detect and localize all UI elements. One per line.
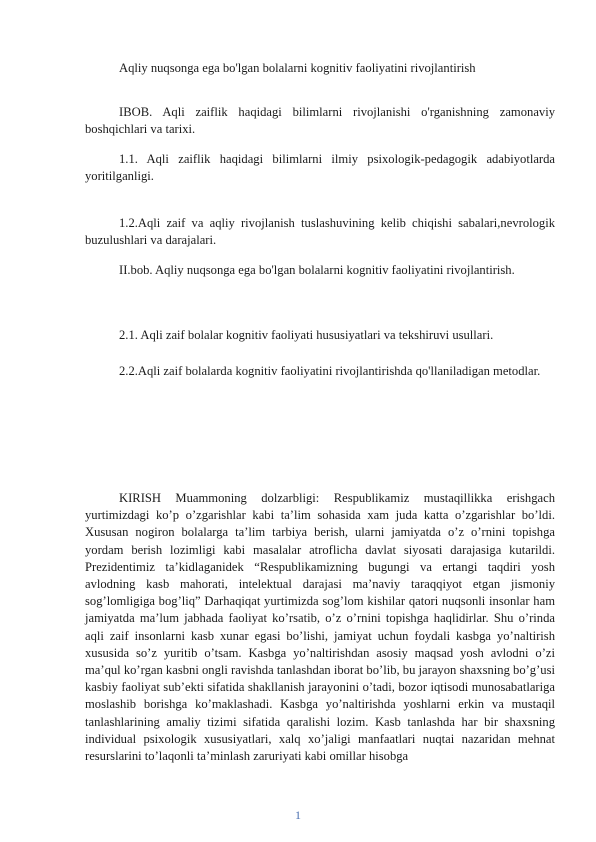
toc-section-1-2: 1.2.Aqli zaif va aqliy rivojlanish tuslashuvining kelib chiqishi sabalari,nevrologik buzulushlari va darajalari.	[85, 216, 555, 247]
document-title: Aqliy nuqsonga ega bo'lgan bolalarni kognitiv faoliyatini rivojlantirish	[119, 61, 476, 75]
toc-section-2-2: 2.2.Aqli zaif bolalarda kognitiv faoliyatini rivojlantirishda qo'llaniladigan metodlar.	[119, 364, 541, 378]
toc-chapter-2: II.bob. Aqliy nuqsonga ega bo'lgan bolalarni kognitiv faoliyatini rivojlantirish.	[119, 263, 515, 277]
toc-section-2-1: 2.1. Aqli zaif bolalar kognitiv faoliyati hususiyatlari va tekshiruvi usullari.	[119, 328, 494, 342]
toc-section-1-1: 1.1. Aqli zaiflik haqidagi bilimlarni ilmiy psixologik-pedagogik adabiyotlarda yoritilganligi.	[85, 152, 555, 183]
page-number: 1	[295, 808, 301, 822]
introduction-paragraph: KIRISH Muammoning dolzarbligi: Respublikamiz mustaqillikka erishgach yurtimizdagi ko’p o’zgarishlar kabi ta’lim sohasida xam juda katta o’zgarishlar bo’ldi. Xususan nogiron bolalarga ta’lim tarbiya berish, ularni jamiyatda o’z o’rnini topishga yordam berish lozimligi kabi masalalar atroflicha davlat siyosati darajasiga kutarildi. Prezidentimiz ta’kidlaganidek “Respublikamizning bugungi va ertangi taqdiri yosh avlodning kasb mahorati, intelektual darajasi ma’naviy taraqqiyot etgan jismoniy sog’lomligiga bog’liq” Darhaqiqat yurtimizda sog’lom kishilar qatori nuqsonli insonlar ham jamiyatda ma’lum jabhada faoliyat ko’rsatib, o’z o’rnini topishga haqlidirlar. Shu o’rinda aqli zaif insonlarni kasb xunar egasi bo’lishi, jamiyat uchun foydali kasbga yo’naltirish xususida so’z yuritib o’tsam. Kasbga yo’naltirishdan asosiy maqsad yosh avlodni o’zi ma’qul ko’rgan kasbni ongli ravishda tanlashdan iborat bo’lib, bu jarayon shaxsning bo’g’usi kasbiy faoliyat sub’ekti sifatida shakllanish jarayonini o’tadi, bozor iqtisodi munosabatlariga moslashib borishga ko’maklashadi. Kasbga yo’naltirishda yoshlarni erkin va mustaqil tanlashlarining amaliy tizimi sifatida qaralishi lozim. Kasb tanlashda har bir shaxsning individual psixologik xususiyatlari, xalq xo’jaligi manfaatlari nuqtai nazaridan mehnat resurslarini to’laqonli ta’minlash zaruriyati kabi omillar hisobga	[85, 491, 555, 764]
toc-chapter-1: IBOB. Aqli zaiflik haqidagi bilimlarni rivojlanishi o'rganishning zamonaviy boshqichlari va tarixi.	[85, 105, 555, 136]
